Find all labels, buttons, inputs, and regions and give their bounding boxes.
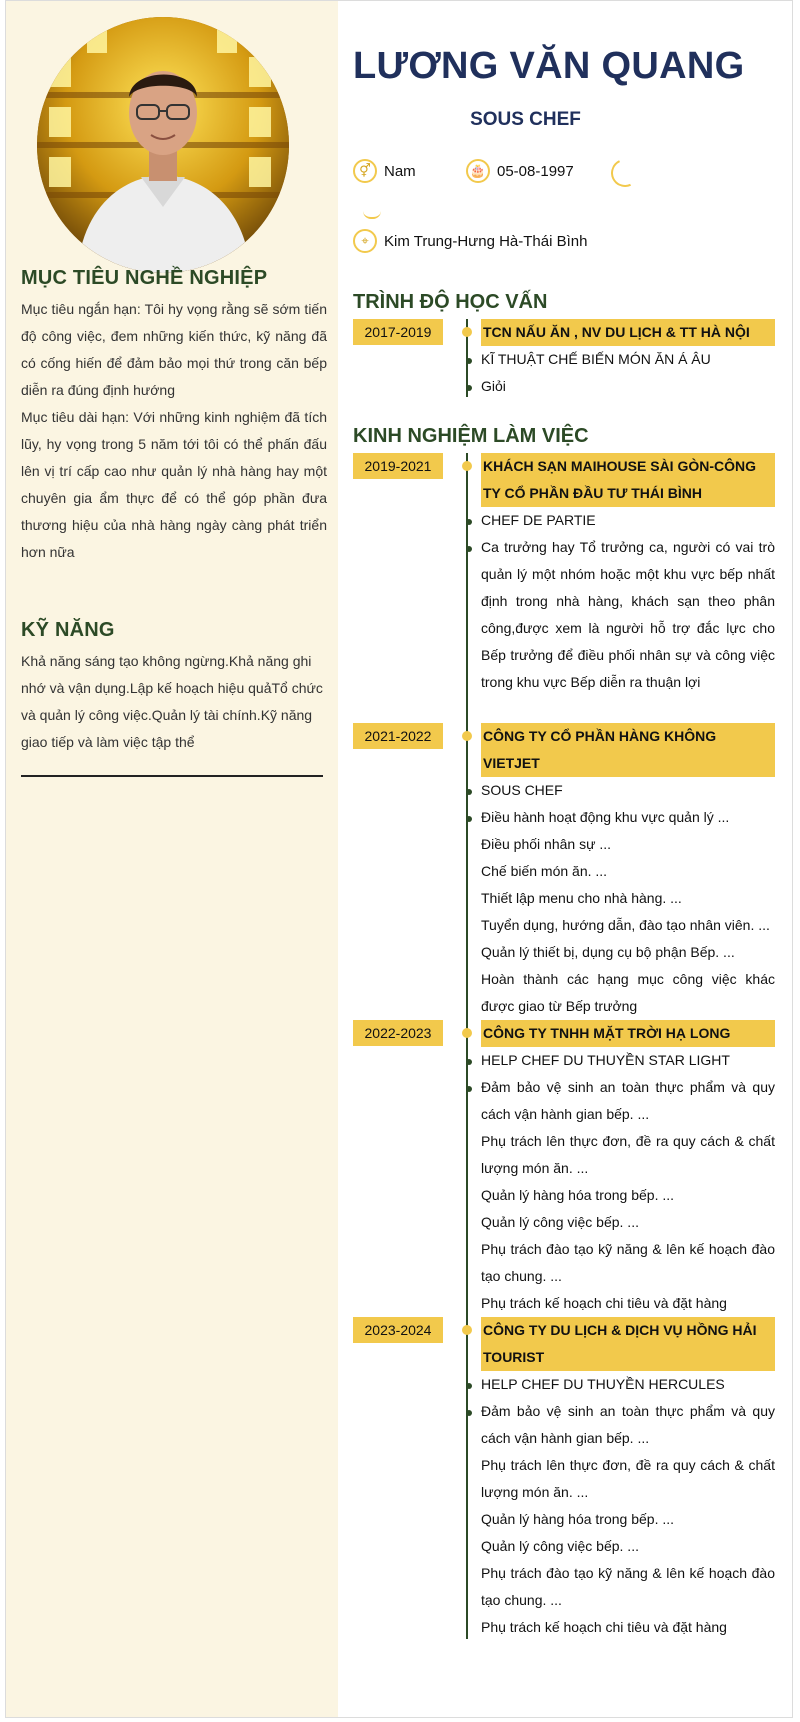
education-major: KĨ THUẬT CHẾ BIẾN MÓN ĂN Á ÂU [481, 346, 775, 373]
skills-heading: KỸ NĂNG [21, 619, 115, 641]
map-icon: ⌖ [353, 229, 377, 253]
avatar-photo [37, 17, 289, 273]
objective-short-term: Mục tiêu ngắn hạn: Tôi hy vọng rằng sẽ sớm tiến độ công việc, đem những kiến thức, kỹ năng đã có cống hiến để đảm bảo mọi thứ trong căn bếp diễn ra đúng định hướng [21, 301, 327, 398]
experience-detail: Phụ trách lên thực đơn, đề ra quy cách & chất lượng món ăn. ... [481, 1457, 775, 1500]
experience-company: KHÁCH SẠN MAIHOUSE SÀI GÒN-CÔNG TY CỔ PHẦN ĐẦU TƯ THÁI BÌNH [481, 453, 775, 507]
education-school: TCN NẤU ĂN , NV DU LỊCH & TT HÀ NỘI [481, 319, 775, 346]
experience-detail: Ca trưởng hay Tổ trưởng ca, người có vai trò quản lý một nhóm hoặc một khu vực bếp nhất định trong nhà hàng, khách sạn theo phân công,được xem là người hỗ trợ đắc lực cho Bếp trưởng để điều phối nhân sự và công việc trong khu vực Bếp diễn ra thuận lợi [481, 534, 775, 696]
experience-company: CÔNG TY DU LỊCH & DỊCH VỤ HỒNG HẢI TOURIST [481, 1317, 775, 1371]
experience-detail: Phụ trách đào tạo kỹ năng & lên kế hoạch đào tạo chung. ... [481, 1565, 775, 1608]
timeline-dot [462, 1028, 472, 1038]
timeline-dot [462, 1325, 472, 1335]
experience-date: 2022-2023 [353, 1020, 443, 1046]
experience-detail: Hoàn thành các hạng mục công việc khác được giao từ Bếp trưởng [481, 971, 775, 1014]
candidate-name: LƯƠNG VĂN QUANG [353, 45, 745, 87]
left-divider [21, 775, 323, 777]
experience-detail: Chế biến món ăn. ... [481, 863, 608, 879]
education-date: 2017-2019 [353, 319, 443, 345]
experience-detail: Đảm bảo vệ sinh an toàn thực phẩm và quy cách vận hành gian bếp. ... [481, 1074, 775, 1128]
experience-position: CHEF DE PARTIE [481, 507, 775, 534]
experience-detail: Tuyển dụng, hướng dẫn, đào tạo nhân viên. ... [481, 917, 770, 933]
experience-heading: KINH NGHIỆM LÀM VIỆC [353, 425, 589, 447]
cv-page [5, 0, 793, 1718]
experience-position: HELP CHEF DU THUYỀN HERCULES [481, 1371, 775, 1398]
loading-icon [607, 155, 643, 191]
gender-icon: ⚥ [353, 159, 377, 183]
experience-detail: Điều hành hoạt động khu vực quản lý ... [481, 804, 775, 831]
experience-detail: Quản lý công việc bếp. ... [481, 1538, 639, 1554]
skills-section [21, 619, 327, 756]
gender-value: Nam [384, 162, 416, 180]
skills-text: Khả năng sáng tạo không ngừng.Khả năng ghi nhớ và vận dụng.Lập kế hoạch hiệu quảTổ chức và quản lý công việc.Quản lý tài chính.Kỹ năng giao tiếp và làm việc tập thể [21, 653, 323, 750]
education-grade: Giỏi [481, 373, 775, 400]
experience-detail: Phụ trách kế hoạch chi tiêu và đặt hàng [481, 1619, 727, 1635]
left-column [6, 1, 338, 1717]
birthday-info [466, 159, 574, 183]
loading-icon-fragment [363, 211, 381, 219]
experience-detail: Phụ trách đào tạo kỹ năng & lên kế hoạch đào tạo chung. ... [481, 1241, 775, 1284]
experience-company: CÔNG TY TNHH MẶT TRỜI HẠ LONG [481, 1020, 775, 1047]
experience-detail: Đảm bảo vệ sinh an toàn thực phẩm và quy cách vận hành gian bếp. ... [481, 1398, 775, 1452]
objective-heading: MỤC TIÊU NGHỀ NGHIỆP [21, 267, 268, 289]
experience-detail: Quản lý thiết bị, dụng cụ bộ phận Bếp. ... [481, 944, 735, 960]
education-heading: TRÌNH ĐỘ HỌC VẤN [353, 291, 548, 313]
experience-date: 2021-2022 [353, 723, 443, 749]
avatar [37, 17, 289, 273]
experience-detail: Phụ trách lên thực đơn, đề ra quy cách & chất lượng món ăn. ... [481, 1133, 775, 1176]
job-title: SOUS CHEF [470, 109, 581, 130]
birthday-cake-icon: 🎂 [466, 159, 490, 183]
experience-detail: Điều phối nhân sự ... [481, 836, 612, 852]
experience-detail: Quản lý hàng hóa trong bếp. ... [481, 1187, 675, 1203]
experience-timeline-line [466, 453, 468, 1639]
timeline-dot [462, 731, 472, 741]
timeline-dot [462, 327, 472, 337]
birthday-value: 05-08-1997 [497, 162, 574, 180]
objective-long-term: Mục tiêu dài hạn: Với những kinh nghiệm đã tích lũy, hy vọng trong 5 năm tới tôi có thể phấn đấu lên vị trí cấp cao như quản lý nhà hàng hay một chuyên gia ẩm thực để có thể góp phần đưa thương hiệu của nhà hàng ngày càng phát triển hơn nữa [21, 409, 327, 560]
experience-detail: Phụ trách kế hoạch chi tiêu và đặt hàng [481, 1295, 727, 1311]
timeline-dot [462, 461, 472, 471]
gender-info [353, 159, 416, 183]
experience-detail: Quản lý hàng hóa trong bếp. ... [481, 1511, 675, 1527]
experience-company: CÔNG TY CỔ PHẦN HÀNG KHÔNG VIETJET [481, 723, 775, 777]
address-info [353, 229, 587, 253]
objective-section [21, 267, 327, 566]
experience-detail: Quản lý công việc bếp. ... [481, 1214, 639, 1230]
experience-detail: Thiết lập menu cho nhà hàng. ... [481, 890, 682, 906]
experience-position: SOUS CHEF [481, 777, 775, 804]
experience-date: 2023-2024 [353, 1317, 443, 1343]
address-value: Kim Trung-Hưng Hà-Thái Bình [384, 232, 588, 250]
experience-position: HELP CHEF DU THUYỀN STAR LIGHT [481, 1047, 775, 1074]
experience-date: 2019-2021 [353, 453, 443, 479]
